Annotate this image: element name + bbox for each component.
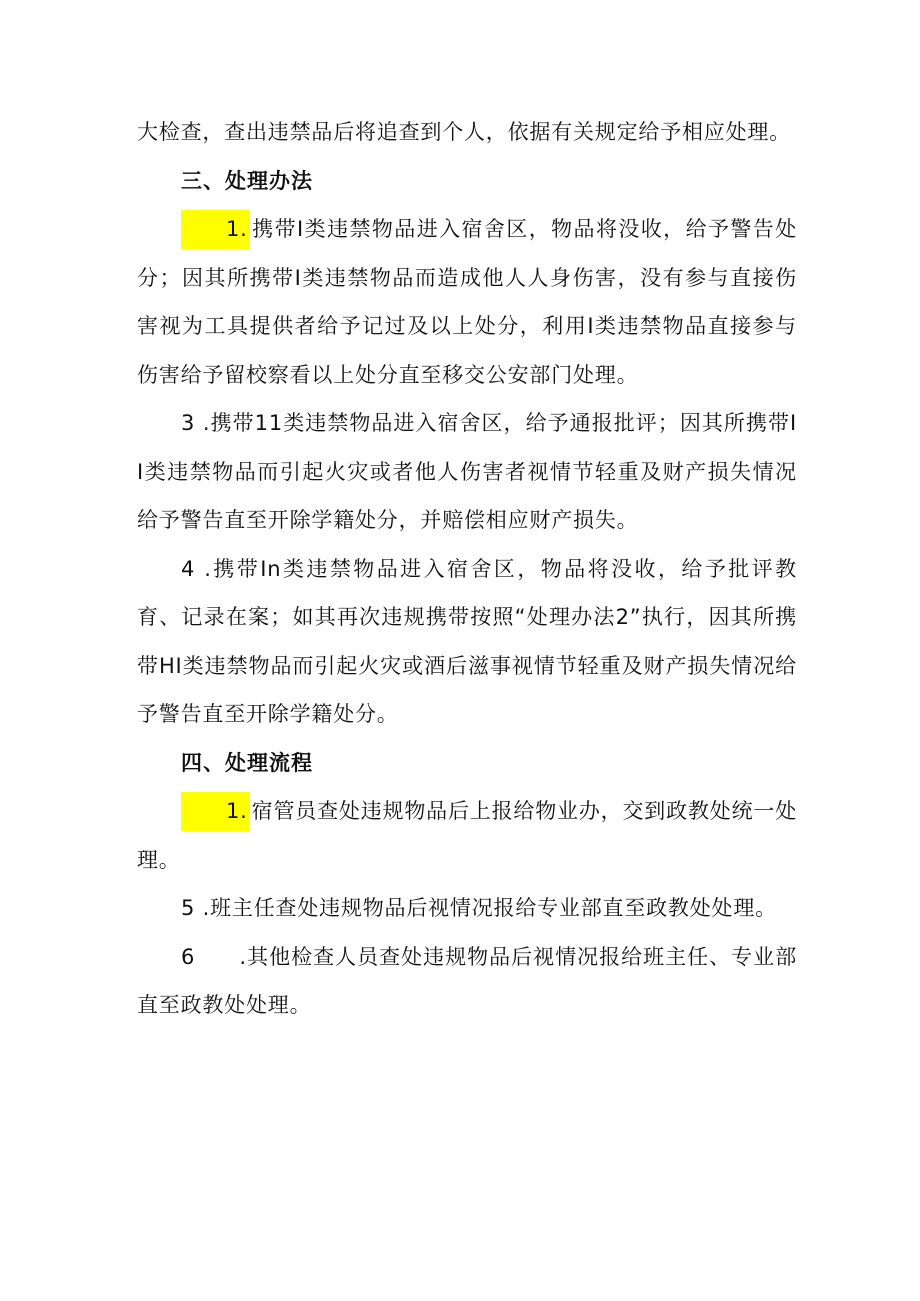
section-4-item-2 (137, 884, 797, 933)
intro-text: 大检查，查出违禁品后将追查到个人，依据有关规定给予相应处理。 (137, 120, 791, 144)
section-3-item-1-text: 携带I类违禁物品进入宿舍区，物品将没收，给予警告处分；因其所携带I类违禁物品而造成他人人身伤害，没有参与直接伤害视为工具提供者给予记过及以上处分，利用I类违禁物品直接参与伤害给予留校察看以上处分直至移交公安部门处理。 (137, 217, 797, 387)
section-3-heading-text: 三、处理办法 (181, 168, 313, 193)
section-3-item-1 (137, 205, 797, 399)
section-4-item-3-number: 6 . (181, 944, 247, 969)
document-body (137, 108, 797, 1030)
section-4-item-3-text: 其他检查人员查处违规物品后视情况报给班主任、专业部直至政教处处理。 (137, 944, 797, 1017)
section-3-item-2-number: 3 . (181, 411, 211, 435)
section-4-heading-text: 四、处理流程 (181, 750, 313, 775)
section-3-item-3-number: 4 . (181, 556, 212, 581)
section-3-item-2 (137, 399, 797, 545)
section-4-item-2-number: 5 . (181, 896, 211, 920)
section-3-item-2-text: 携带11类违禁物品进入宿舍区，给予通报批评；因其所携带II类违禁物品而引起火灾或者他人伤害者视情节轻重及财产损失情况给予警告直至开除学籍处分，并赔偿相应财产损失。 (137, 411, 797, 532)
section-3-item-3-text: 携带In类违禁物品进入宿舍区，物品将没收，给予批评教育、记录在案；如其再次违规携带按照“处理办法2”执行，因其所携带HI类违禁物品而引起火灾或酒后滋事视情节轻重及财产损失情况给予警告直至开除学籍处分。 (137, 556, 797, 726)
section-3-item-3 (137, 545, 797, 739)
section-3-item-1-number: 1. (181, 210, 250, 249)
section-4-item-3 (137, 933, 797, 1030)
section-4-heading (137, 739, 797, 788)
section-4-item-1-number: 1. (181, 792, 250, 831)
section-4-item-1-text: 宿管员查处违规物品后上报给物业办，交到政教处统一处理。 (137, 799, 797, 872)
section-4-item-1 (137, 787, 797, 884)
section-3-heading (137, 157, 797, 206)
intro-paragraph (137, 108, 797, 157)
section-4-item-2-text: 班主任查处违规物品后视情况报给专业部直至政教处处理。 (210, 896, 777, 920)
